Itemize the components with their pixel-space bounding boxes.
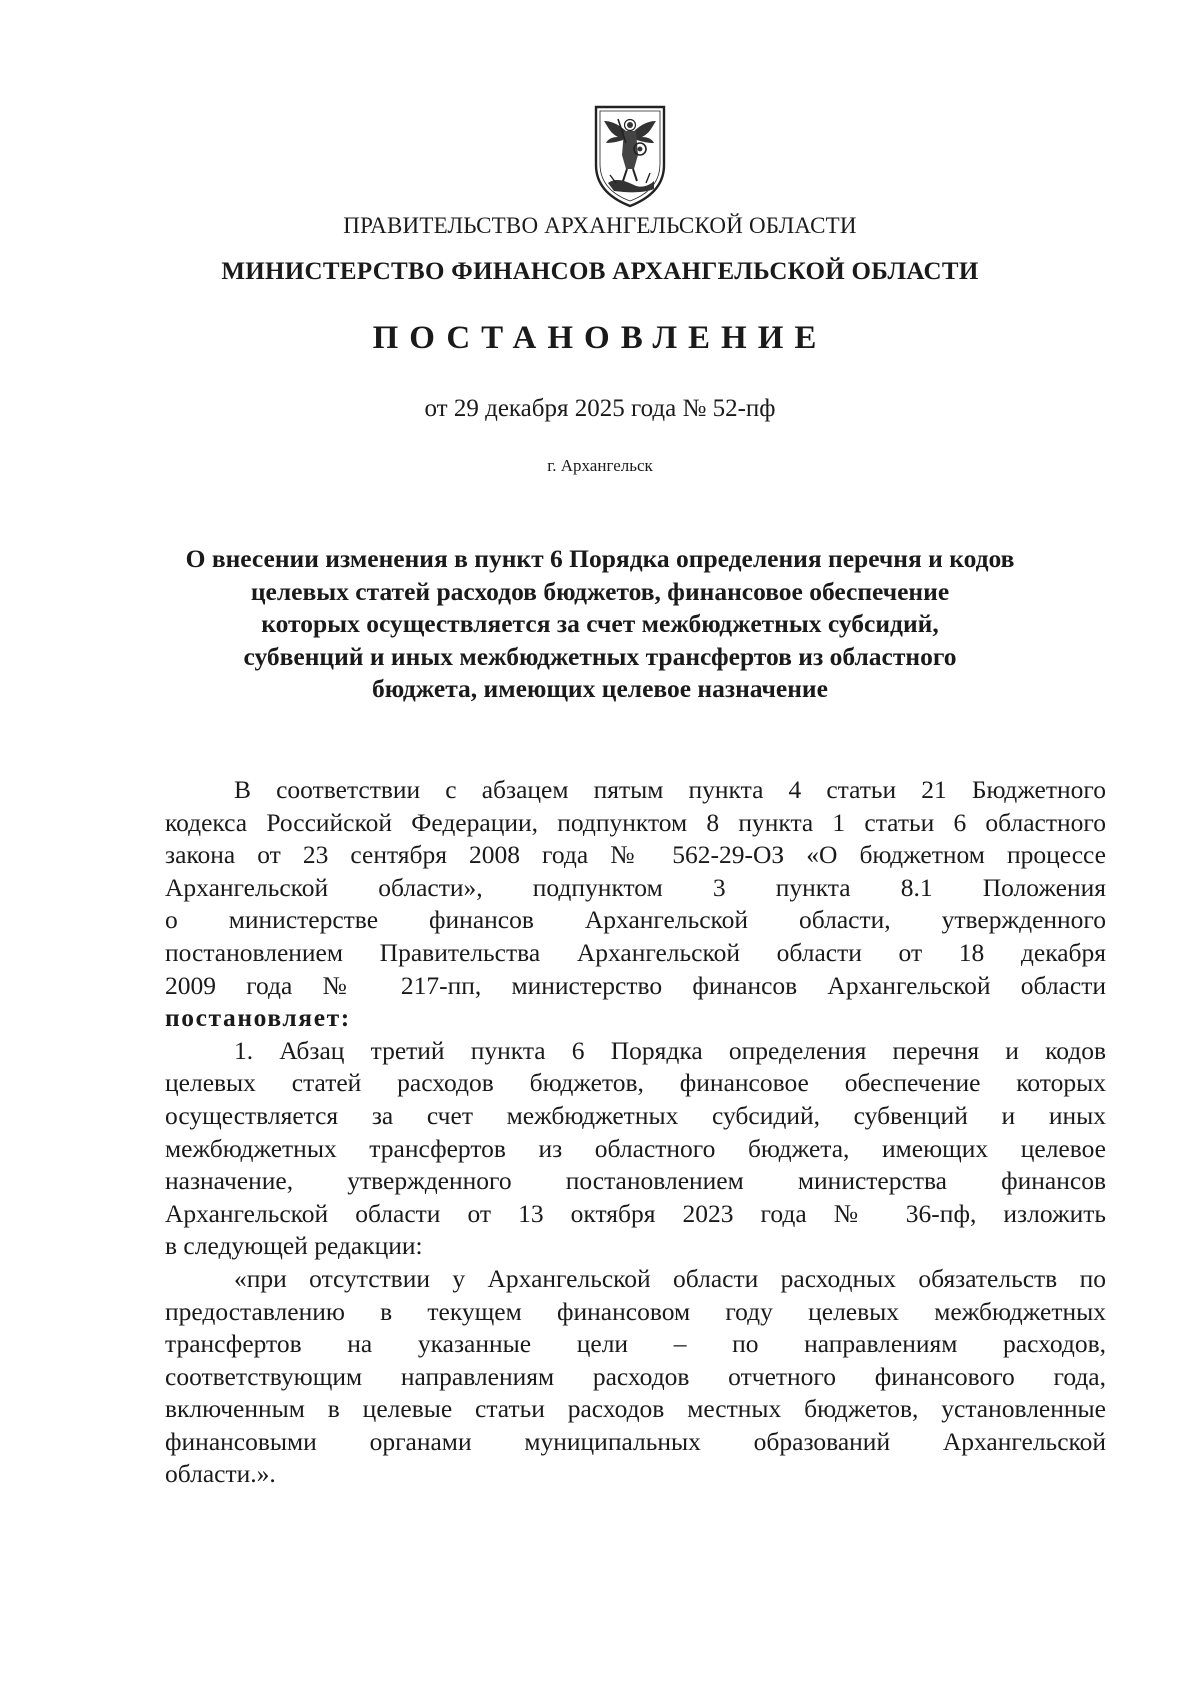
body-line: В соответствии с абзацем пятым пункта 4 статьи 21 Бюджетного	[234, 775, 1106, 804]
body-line: в следующей редакции:	[165, 1231, 423, 1261]
title-line: бюджета, имеющих целевое назначение	[372, 674, 828, 703]
body-line: Архангельской области», подпунктом 3 пункта 8.1 Положения	[165, 872, 1106, 902]
title-line: О внесении изменения в пункт 6 Порядка определения перечня и кодов	[185, 544, 1015, 573]
body-line: 2009 года № 217-пп, министерство финансов Архангельской области	[165, 970, 1106, 1000]
title-line: которых осуществляется за счет межбюджетных субсидий,	[261, 609, 939, 638]
body-line: предоставлению в текущем финансовом году целевых межбюджетных	[165, 1296, 1106, 1326]
body-line: целевых статей расходов бюджетов, финансовое обеспечение которых	[165, 1068, 1106, 1098]
archangel-coat-of-arms-icon	[590, 103, 670, 209]
body-line: о министерстве финансов Архангельской области, утвержденного	[165, 905, 1106, 935]
body-line: кодекса Российской Федерации, подпунктом 8 пункта 1 статьи 6 областного	[165, 807, 1106, 837]
body-line: области.».	[165, 1459, 276, 1489]
title-line: субвенций и иных межбюджетных трансфертов из областного	[243, 641, 957, 671]
document-date-number: от 29 декабря 2025 года № 52-пф	[424, 395, 776, 422]
body-line: закона от 23 сентября 2008 года № 562-29-ОЗ «О бюджетном процессе	[165, 840, 1106, 870]
body-line: «при отсутствии у Архангельской области расходных обязательств по	[234, 1263, 1106, 1293]
body-line: соответствующим направлениям расходов отчетного финансового года,	[165, 1361, 1106, 1391]
ministry-name: МИНИСТЕРСТВО ФИНАНСОВ АРХАНГЕЛЬСКОЙ ОБЛАСТИ	[221, 258, 979, 285]
document-title	[170, 543, 1030, 706]
title-line: целевых статей расходов бюджетов, финансовое обеспечение	[250, 576, 950, 606]
body-line: финансовыми органами муниципальных образований Архангельской	[165, 1426, 1106, 1456]
body-line: включенным в целевые статьи расходов местных бюджетов, установленные	[165, 1394, 1106, 1424]
document-body	[165, 774, 1106, 1491]
document-type: ПОСТАНОВЛЕНИЕ	[372, 320, 828, 356]
body-line: Архангельской области от 13 октября 2023 года № 36-пф, изложить	[165, 1198, 1106, 1228]
body-line: трансфертов на указанные цели – по направлениям расходов,	[165, 1329, 1106, 1359]
body-line: осуществляется за счет межбюджетных субсидий, субвенций и иных	[165, 1100, 1106, 1130]
government-name: ПРАВИТЕЛЬСТВО АРХАНГЕЛЬСКОЙ ОБЛАСТИ	[343, 213, 857, 238]
body-line: назначение, утвержденного постановлением министерства финансов	[165, 1166, 1106, 1196]
body-line: постановлением Правительства Архангельской области от 18 декабря	[165, 937, 1106, 967]
body-line: межбюджетных трансфертов из областного бюджета, имеющих целевое	[165, 1133, 1106, 1163]
body-line: 1. Абзац третий пункта 6 Порядка определения перечня и кодов	[234, 1035, 1106, 1065]
decree-verb: постановляет:	[165, 1003, 351, 1033]
document-city: г. Архангельск	[547, 456, 653, 475]
